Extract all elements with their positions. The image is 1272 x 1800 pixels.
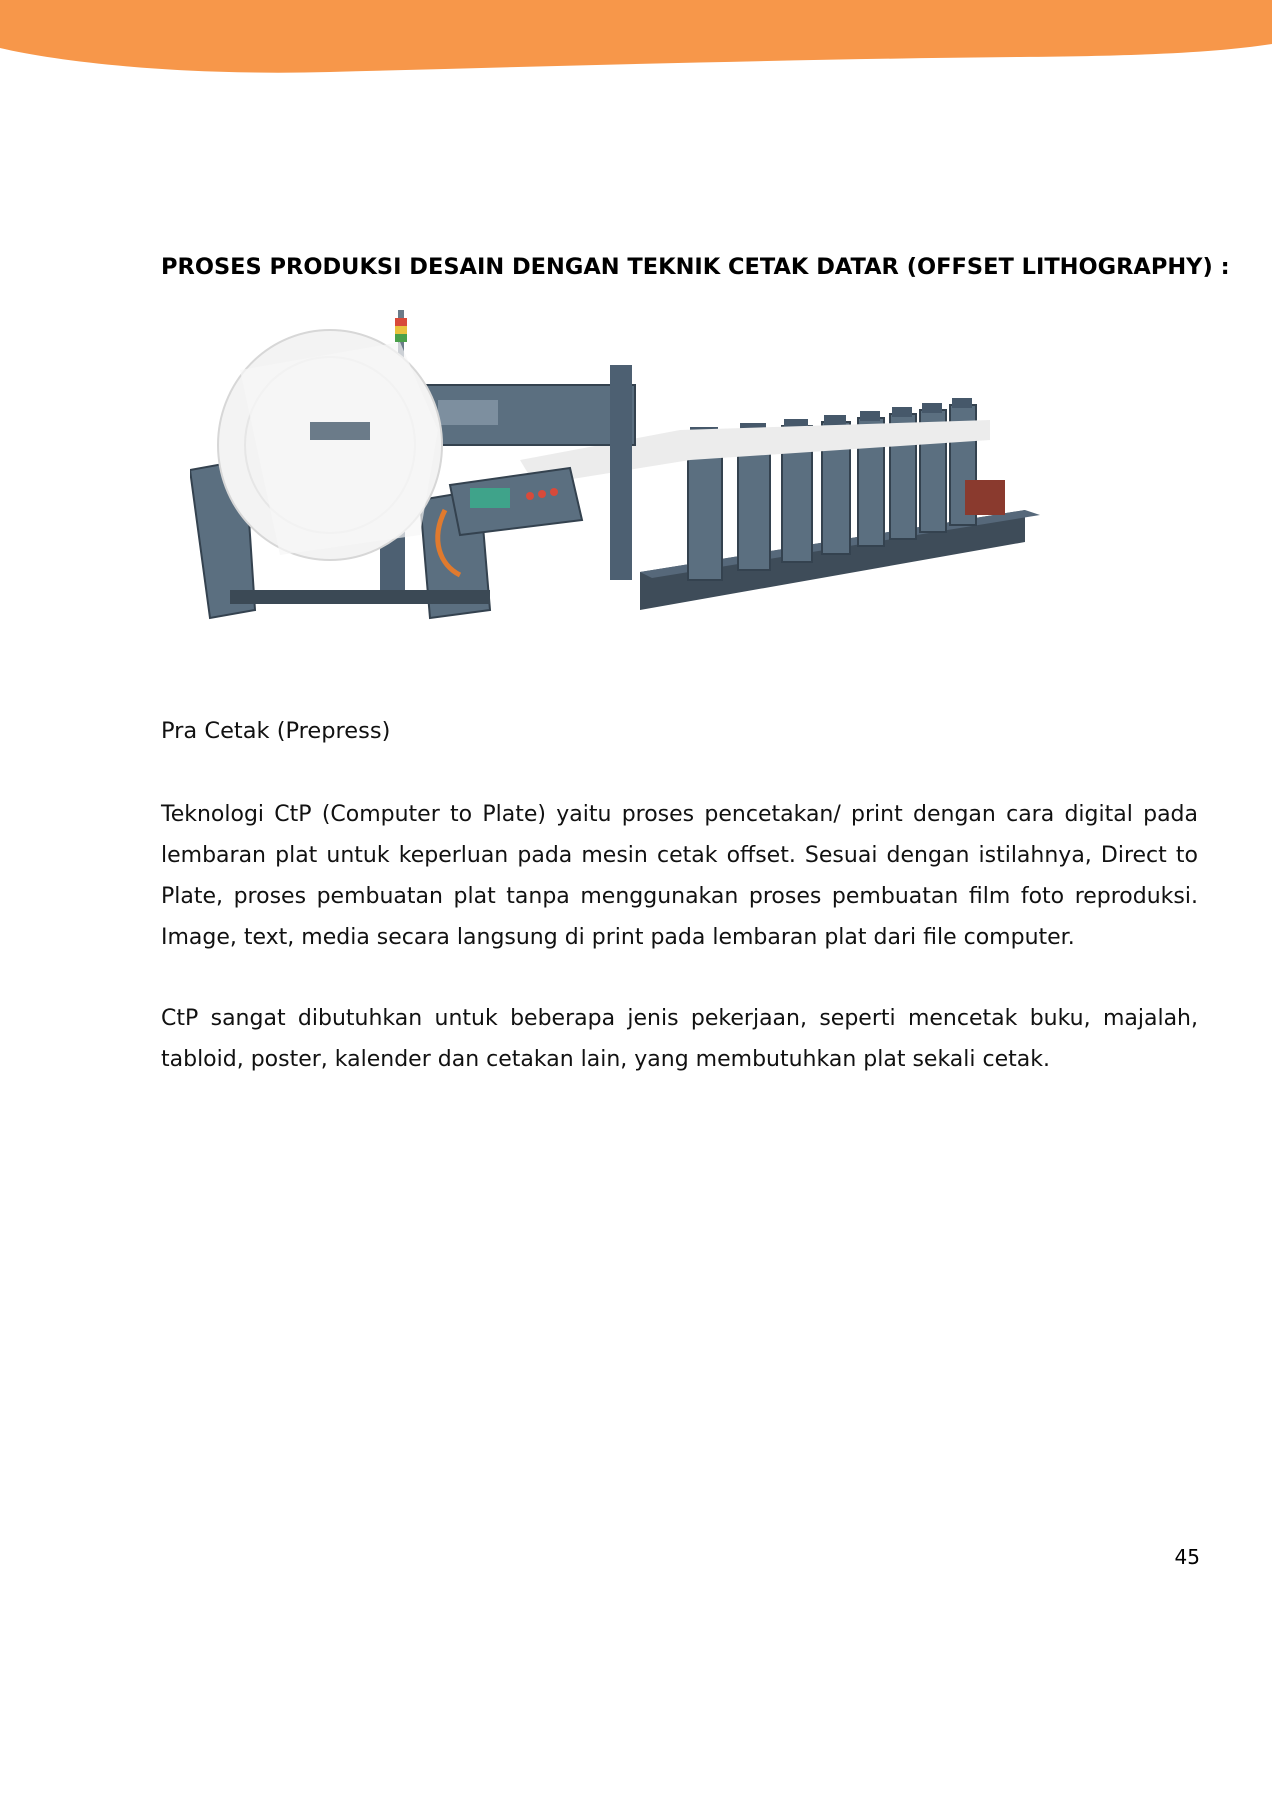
prepress-subheading: Pra Cetak (Prepress) — [161, 718, 391, 744]
page-number: 45 — [1174, 1545, 1200, 1569]
ctp-usage-paragraph: CtP sangat dibutuhkan untuk beberapa jenis pekerjaan, seperti mencetak buku, majalah, tabloid, poster, kalender dan cetakan lain, yang membutuhkan plat sekali cetak. — [161, 1006, 1198, 1072]
top-orange-banner — [0, 0, 1272, 80]
section-heading: PROSES PRODUKSI DESAIN DENGAN TEKNIK CETAK DATAR (OFFSET LITHOGRAPHY) : — [161, 254, 1230, 280]
offset-printing-machine-image — [190, 310, 1040, 660]
ctp-paragraph: Teknologi CtP (Computer to Plate) yaitu proses pencetakan/ print dengan cara digital pada lembaran plat untuk keperluan pada mesin cetak offset. Sesuai dengan istilahnya, Direct to Plate, proses pembuatan plat tanpa menggunakan proses pembuatan film foto reproduksi. Image, text, media secara langsung di print pada lembaran plat dari file computer. — [161, 802, 1198, 950]
